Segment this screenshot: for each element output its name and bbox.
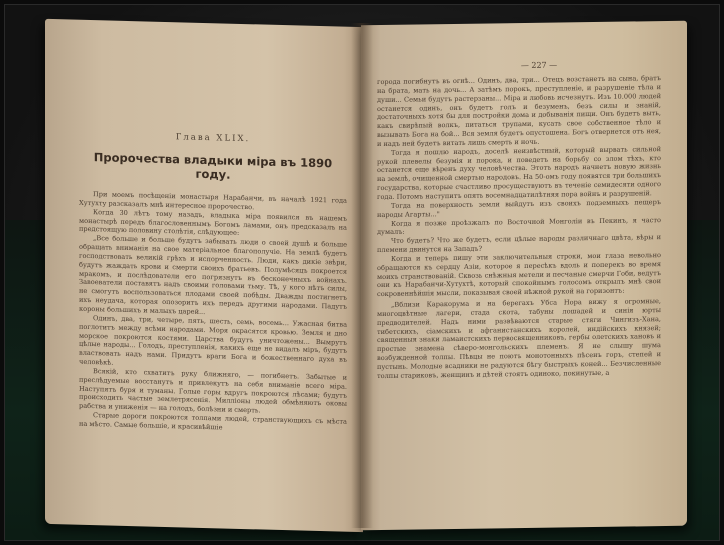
- right-paragraph: Тогда я пошлю народъ, доселѣ неизвѣстный, который вырвать сильной рукой плевелы безумія и порока, и поведетъ на борьбу со злом тѣхъ, кто останется еще вѣренъ духу человѣчества. Этотъ народъ начнетъ новую жизнь на землѣ, очищенной смертью народовъ. На 50-омъ году появятся три большихъ государства, которые счастливо просуществуютъ въ теченіе семидесяти одного года. Потомъ наступитъ опять восемнадцатилѣтняя пора войнъ и разрушеній.: [377, 144, 661, 202]
- left-paragraph: Когда 30 лѣтъ тому назадъ, владыка міра появился въ нашемъ монастырѣ передъ благословеннымъ Богомъ ламами, онъ предсказалъ на предстоящую половину столѣтія, слѣдующее:: [79, 207, 347, 238]
- chapter-title: Пророчества владыки міра въ 1890 году.: [93, 150, 333, 182]
- right-paragraph: Когда я позже проѣзжалъ по Восточной Монголіи въ Пекинъ, я часто думалъ:: [377, 215, 661, 237]
- chapter-label: Глава XLIX.: [175, 132, 251, 145]
- right-paragraph: Тогда на поверхность земли выйдутъ изъ своихъ подземныхъ пещеръ народы Агарты...": [377, 197, 661, 219]
- left-paragraph: При моемъ посѣщеніи монастыря Нарабанчи, въ началѣ 1921 года Хутухту разсказалъ мнѣ интересное пророчество.: [79, 190, 347, 212]
- right-paragraph: города погибнутъ въ огнѣ... Одинъ, два, три... Отецъ возстанетъ на сына, братъ на брата, мать на дочь... А затѣмъ порокъ, преступленіе, и разрушеніе тѣла и души... Семьи будутъ растерзаны... Міра и любовь исчезнутъ. Изъ 10.000 людей останется одинъ, онъ будетъ голъ и безуменъ, безъ силы и знаній, достаточныхъ хотя бы для постройки дома и добыванія пищи. Онъ будетъ выть, какъ свирѣпый волкъ, питаться трупами, кусать свое собственное тѣло и вызывать Бога на бой... Вся земля будетъ опустошена. Богъ отвернется отъ нея, и надъ ней будетъ витать лишь смерть и ночь.: [377, 74, 661, 148]
- right-paragraph: „Вблизи Каракорума и на берегахъ Убса Нора вижу я огромные, многоцвѣтные лагери, стада скота, табуны лошадей и синія юрты предводителей. Надъ ними развѣваются старые стяги Чингизъ-Хана, тибетскихъ, сіамскихъ и афганистанскихъ королей, индійскихъ князей; священныя знаки ламаистскихъ первосвященниковъ, гербы олетскихъ хановъ и простые знамена сѣверо-монгольскихъ племенъ. Я не слышу шума возбужденной толпы. Пѣвцы не поютъ монотонныхъ пѣсенъ горъ, степей и пустынь. Молодые всадники не радуются бѣгу быстрыхъ коней... Безчисленные толпы стариковъ, женщинъ и дѣтей стоятъ одиноко, покинутые, а: [377, 297, 661, 380]
- right-text: [377, 74, 661, 381]
- right-paragraph: Что будетъ? Что же будетъ, если цѣлые народы различнаго цвѣта, вѣры и племени двинутся на Западъ?: [377, 233, 661, 255]
- open-book: [45, 23, 693, 533]
- left-paragraph: „Все больше и больше будутъ забывать люди о своей душѣ и больше обращать вниманія на свое матеріальное благополучіе. На землѣ будетъ господствовать великій грѣхъ и испорченность. Люди, какъ дикіе звѣри, будутъ жаждать крови и смерти своихъ братьевъ. Полумѣсяцъ покроется мракомъ, и послѣдователи его погрязнутъ въ бесконечныхъ войнахъ. Завоеватели поставятъ надъ своими головами тьму. Тѣ, у кого нѣтъ силы, не смогутъ воспользоваться плодами своей побѣды. Дважды постигнетъ ихъ неудача, которая опозоритъ ихъ передъ другими народами. Падутъ короны большихъ и малыхъ царей...: [79, 234, 347, 317]
- left-paragraph: Старые дороги покроются толпами людей, странствующихъ съ мѣста на мѣсто. Самые большіе, и красивѣйшіе: [79, 411, 347, 432]
- left-paragraph: Всякій, кто схватитъ руку ближняго, — погибнетъ. Забытые и преслѣдуемые восстанутъ и привлекутъ на себя вниманіе всего міра. Наступятъ буря и туманы. Голые горы вдругъ покроются лѣсами; будутъ происходить частые землетрясенія. Милліоны людей обмѣняютъ оковы рабства и униженія — на голодъ, болѣзни и смерть.: [79, 366, 347, 415]
- right-paragraph: Когда и теперь пишу эти заключительныя строки, мои глаза невольно обращаются къ сердцу Азіи, которое я пересѣкъ вдоль и поперекъ во время моихъ странствованій. Сквозь снѣжныя метели и песчаные смерчи Гоби, ведутъ они къ Нарабанчи-Хутухтѣ, который спокойнымъ голосомъ открылъ мнѣ свои сокровеннѣйшія мысли, показывая своей нѣжной рукой на горизонтъ:: [377, 250, 661, 299]
- left-paragraph: Одинъ, два, три, четыре, пять, шесть, семь, восемь... Ужасная битва поглотитъ между всѣми народами. Моря окрасятся кровью. Земля и дно морское покроются костями. Царства будутъ уничтожены... Вымрутъ цѣлые народы... Голодъ, преступленія, какихъ еще не видалъ міръ, будутъ властвовать надъ нами. Придутъ враги Бога и божественнаго духа въ человѣкѣ.: [79, 313, 347, 367]
- right-page: [361, 21, 687, 531]
- left-page: [45, 19, 363, 532]
- page-number: — 227 —: [520, 60, 558, 71]
- photo-frame: [4, 4, 720, 541]
